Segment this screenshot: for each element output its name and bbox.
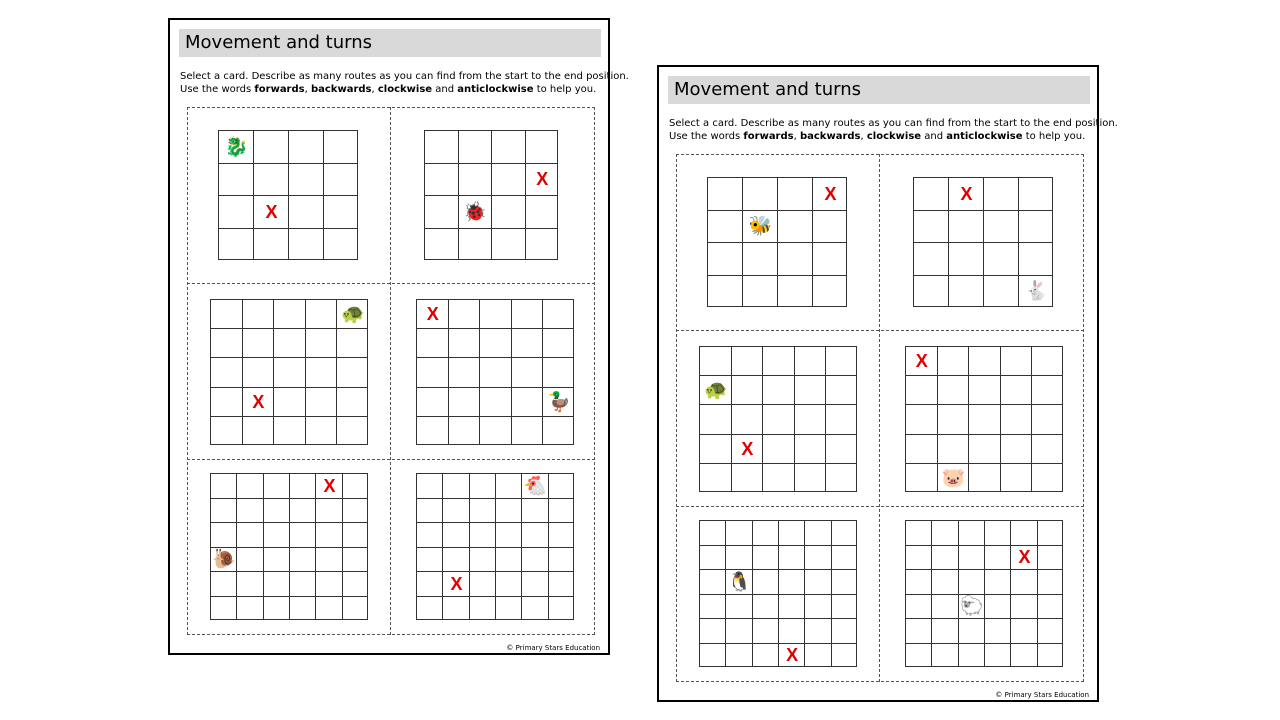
grid-line	[825, 347, 826, 491]
grid-line	[417, 571, 573, 572]
grid-line	[700, 618, 856, 619]
worksheet-title: Movement and turns	[668, 76, 1090, 104]
grid-line	[906, 643, 1062, 644]
word-backwards: backwards	[799, 131, 861, 142]
grid-line	[211, 387, 367, 388]
word-forwards: forwards	[254, 84, 305, 95]
word-clockwise: clockwise	[377, 84, 433, 95]
duck-icon: 🦆	[547, 390, 572, 413]
grid-line	[700, 594, 856, 595]
grid-line	[211, 357, 367, 358]
penguin-icon: 🐧	[727, 570, 752, 593]
grid-line	[794, 347, 795, 491]
end-position-x: X	[915, 351, 928, 372]
end-position-x: X	[741, 438, 754, 459]
grid-line	[305, 300, 306, 444]
grid-line	[1031, 347, 1032, 491]
route-grid	[905, 346, 1063, 492]
word-forwards: forwards	[743, 131, 794, 142]
bee-icon: 🐝	[748, 215, 773, 238]
sheep-icon: 🐑	[959, 595, 984, 618]
end-position-x: X	[426, 304, 439, 325]
grid-line	[914, 242, 1052, 243]
instructions-line-1: Select a card. Describe as many routes as you can find from the start to the end position.	[669, 118, 1118, 129]
turtle-icon: 🐢	[341, 303, 366, 326]
grid-line	[417, 596, 573, 597]
grid-line	[211, 522, 367, 523]
grid-line	[906, 569, 1062, 570]
worksheet-1	[168, 18, 629, 655]
end-position-x: X	[786, 645, 799, 666]
grid-line	[242, 300, 243, 444]
grid-line	[700, 569, 856, 570]
grid-line	[700, 643, 856, 644]
copyright-footer: © Primary Stars Education	[995, 691, 1089, 699]
end-position-x: X	[252, 391, 265, 412]
grid-line	[511, 300, 512, 444]
word-anticlockwise: anticlockwise	[457, 84, 534, 95]
hen-icon: 🐔	[523, 474, 548, 497]
grid-line	[417, 522, 573, 523]
end-position-x: X	[536, 169, 549, 190]
grid-line	[906, 434, 1062, 435]
card-divider	[390, 107, 391, 635]
route-grid	[210, 299, 368, 445]
word-backwards: backwards	[310, 84, 372, 95]
route-grid	[699, 520, 857, 667]
route-grid	[210, 473, 368, 620]
route-grid	[416, 473, 574, 620]
instructions-line-2: Use the words forwards, backwards, clockwise and anticlockwise to help you.	[669, 131, 1086, 142]
grid-line	[211, 596, 367, 597]
card-divider	[676, 330, 1084, 331]
grid-line	[731, 347, 732, 491]
word-clockwise: clockwise	[866, 131, 922, 142]
grid-line	[700, 434, 856, 435]
route-grid	[218, 130, 358, 260]
grid-line	[479, 300, 480, 444]
dragon-icon: 🐉	[224, 135, 249, 158]
route-grid	[913, 177, 1053, 307]
grid-line	[1000, 347, 1001, 491]
grid-line	[211, 416, 367, 417]
grid-line	[906, 545, 1062, 546]
worksheet-2	[657, 65, 1118, 702]
route-grid	[424, 130, 558, 260]
route-grid	[707, 177, 847, 307]
route-grid	[699, 346, 857, 492]
grid-line	[700, 545, 856, 546]
end-position-x: X	[450, 573, 463, 594]
grid-line	[708, 275, 846, 276]
route-grid	[905, 520, 1063, 667]
card-divider	[676, 506, 1084, 507]
card-divider	[187, 459, 595, 460]
grid-line	[417, 357, 573, 358]
card-divider	[187, 283, 595, 284]
worksheet-title: Movement and turns	[179, 29, 601, 57]
instructions-line-1: Select a card. Describe as many routes as you can find from the start to the end position.	[180, 71, 629, 82]
grid-line	[700, 463, 856, 464]
snail-icon: 🐌	[212, 548, 236, 571]
route-grid	[416, 299, 574, 445]
pig-icon: 🐷	[941, 466, 966, 489]
grid-line	[273, 300, 274, 444]
grid-line	[762, 347, 763, 491]
turtle-icon: 🐢	[703, 379, 728, 402]
grid-line	[417, 498, 573, 499]
rabbit-icon: 🐇	[1024, 280, 1049, 303]
end-position-x: X	[265, 201, 278, 222]
grid-line	[211, 498, 367, 499]
end-position-x: X	[1018, 547, 1031, 568]
grid-line	[417, 547, 573, 548]
end-position-x: X	[960, 183, 973, 204]
copyright-footer: © Primary Stars Education	[506, 644, 600, 652]
grid-line	[906, 463, 1062, 464]
word-anticlockwise: anticlockwise	[946, 131, 1023, 142]
grid-line	[906, 404, 1062, 405]
end-position-x: X	[323, 475, 336, 496]
ladybird-icon: 🐞	[463, 200, 488, 223]
card-divider	[879, 154, 880, 682]
instructions-line-2: Use the words forwards, backwards, clockwise and anticlockwise to help you.	[180, 84, 597, 95]
end-position-x: X	[824, 183, 837, 204]
grid-line	[542, 300, 543, 444]
